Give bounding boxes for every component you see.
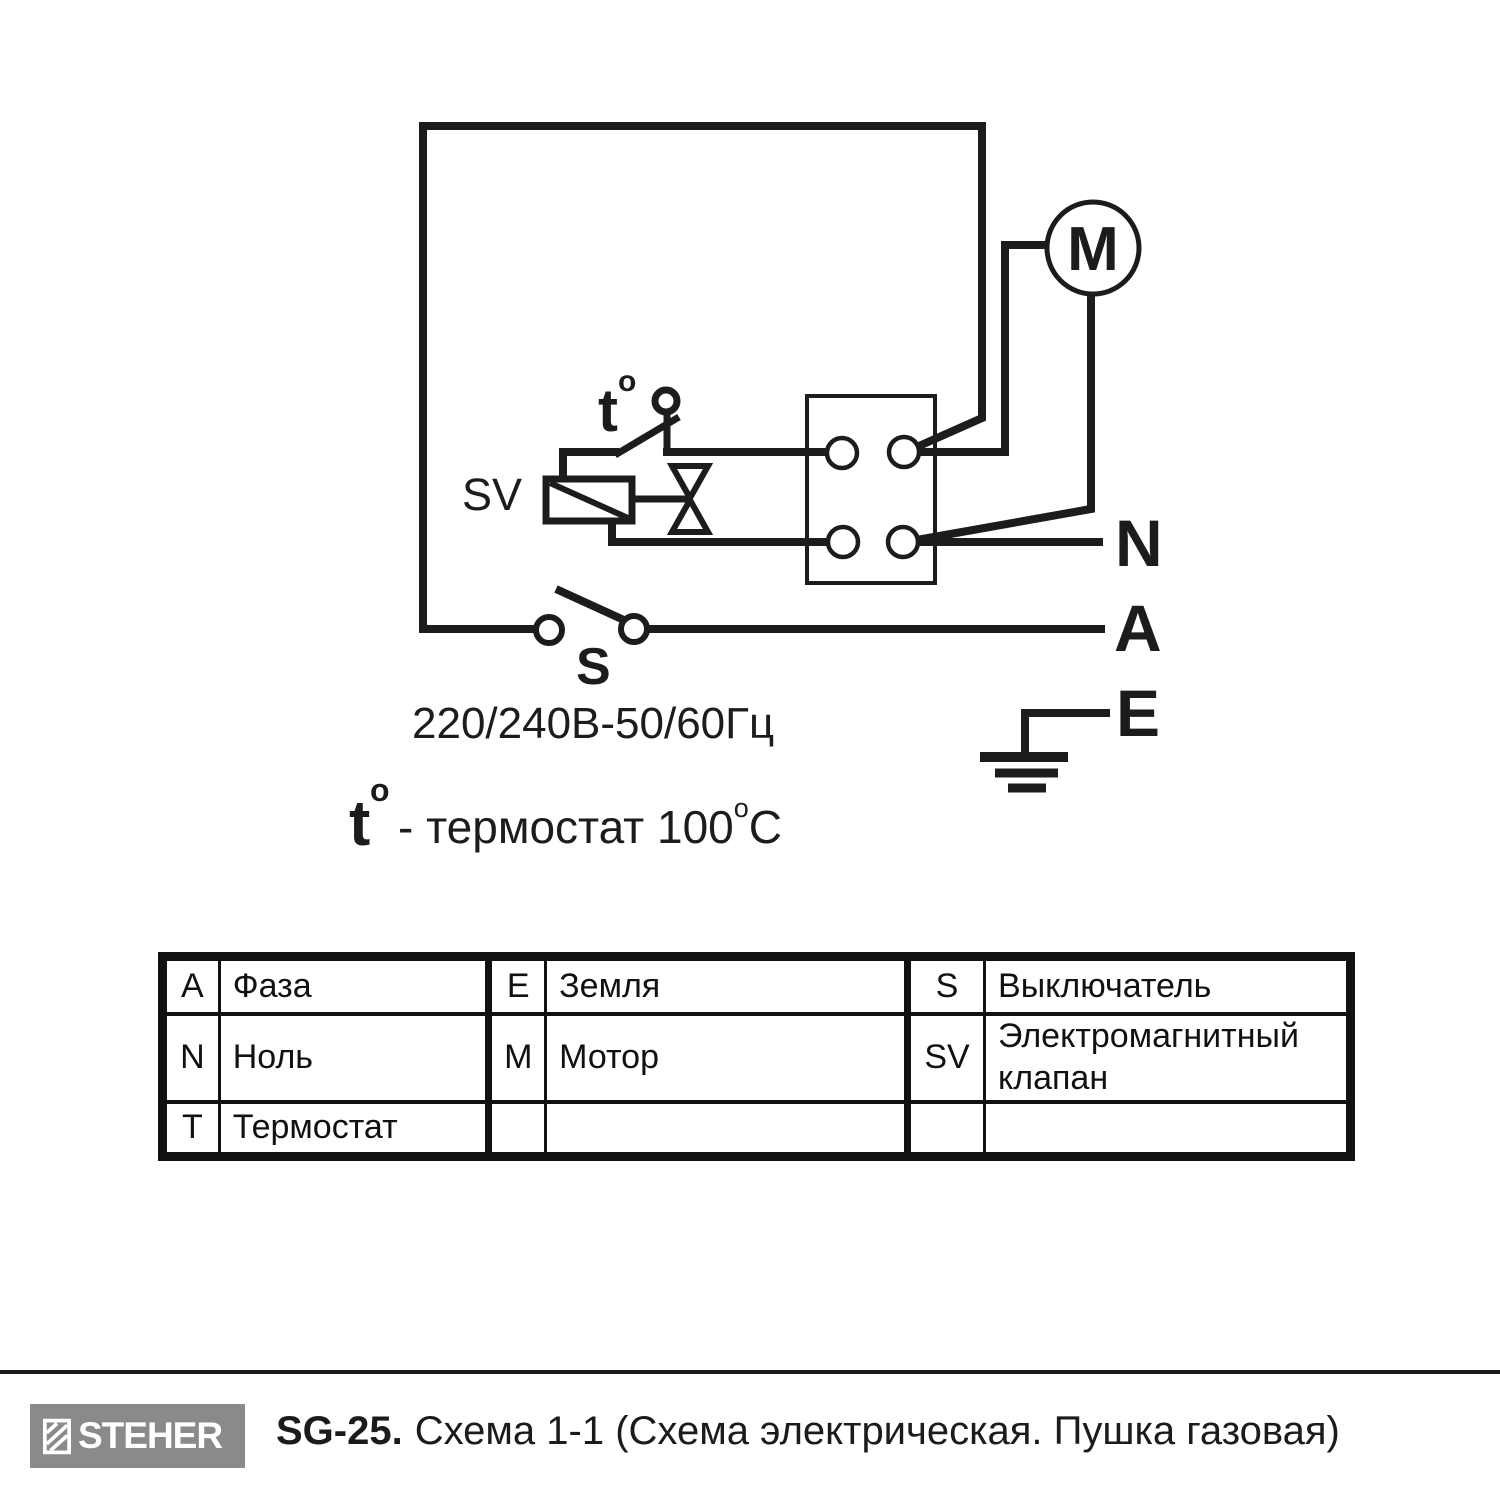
note-deg: o (370, 772, 390, 808)
brand-name: STEHER (78, 1415, 223, 1456)
brand-mark-icon (43, 1418, 71, 1455)
terminal-bottom-left (828, 527, 858, 557)
note-body: - термостат 100 (398, 801, 734, 853)
legend-value-SV: Электромагнитный клапан (985, 1014, 1351, 1102)
legend-table (158, 952, 1355, 1161)
legend-value-S: Выключатель (985, 957, 1351, 1014)
phase-label: A (1114, 591, 1162, 665)
earth-label: E (1116, 676, 1161, 750)
footer-caption (276, 1409, 1340, 1454)
legend-value-T: Термостат (219, 1102, 489, 1157)
terminal-top-left (827, 438, 857, 468)
schematic-title: Схема 1-1 (Схема электрическая. Пушка газовая) (414, 1409, 1340, 1453)
note-t: t (349, 787, 371, 859)
note-text (398, 793, 782, 853)
legend-value-empty-1 (546, 1102, 908, 1157)
switch-lever (556, 589, 626, 621)
thermostat-bulb (655, 390, 677, 412)
legend-value-empty-2 (985, 1102, 1351, 1157)
terminal-top-right (889, 437, 919, 467)
legend-key-T: T (163, 1102, 220, 1157)
legend-row-3 (163, 1102, 1351, 1157)
switch-contact-left (536, 617, 562, 643)
valve-lower-triangle (672, 500, 708, 532)
legend-row-2 (163, 1014, 1351, 1102)
legend-key-N: N (163, 1014, 220, 1102)
thermostat-deg-label: o (618, 365, 637, 398)
legend-key-empty-2 (907, 1102, 984, 1157)
legend-key-empty-1 (489, 1102, 546, 1157)
legend-key-SV: SV (907, 1014, 984, 1102)
legend-value-E: Земля (546, 957, 908, 1014)
terminal-block (807, 396, 935, 583)
valve-upper-triangle (672, 466, 708, 498)
note-deg2: о (733, 793, 749, 823)
neutral-label: N (1115, 506, 1163, 580)
sv-label: SV (462, 469, 523, 520)
legend-value-N: Ноль (219, 1014, 489, 1102)
legend-value-M: Мотор (546, 1014, 908, 1102)
power-rating-label: 220/240В-50/60Гц (412, 699, 775, 748)
footer-divider (0, 1370, 1500, 1374)
switch-label: S (576, 638, 611, 696)
sv-bottom-wire (612, 518, 848, 542)
switch-contact-right (621, 616, 647, 642)
legend-key-A: A (163, 957, 220, 1014)
legend-key-S: S (907, 957, 984, 1014)
earth-wire (1025, 713, 1110, 757)
legend-row-1 (163, 957, 1351, 1014)
thermostat-t-label: t (598, 377, 618, 444)
legend-key-E: E (489, 957, 546, 1014)
motor-label: M (1067, 215, 1119, 284)
brand-logo (30, 1404, 245, 1468)
legend-key-M: M (489, 1014, 546, 1102)
legend-value-A: Фаза (219, 957, 489, 1014)
model-number: SG-25. (276, 1409, 403, 1453)
note-unit: С (748, 801, 783, 853)
terminal-bottom-right (888, 527, 918, 557)
